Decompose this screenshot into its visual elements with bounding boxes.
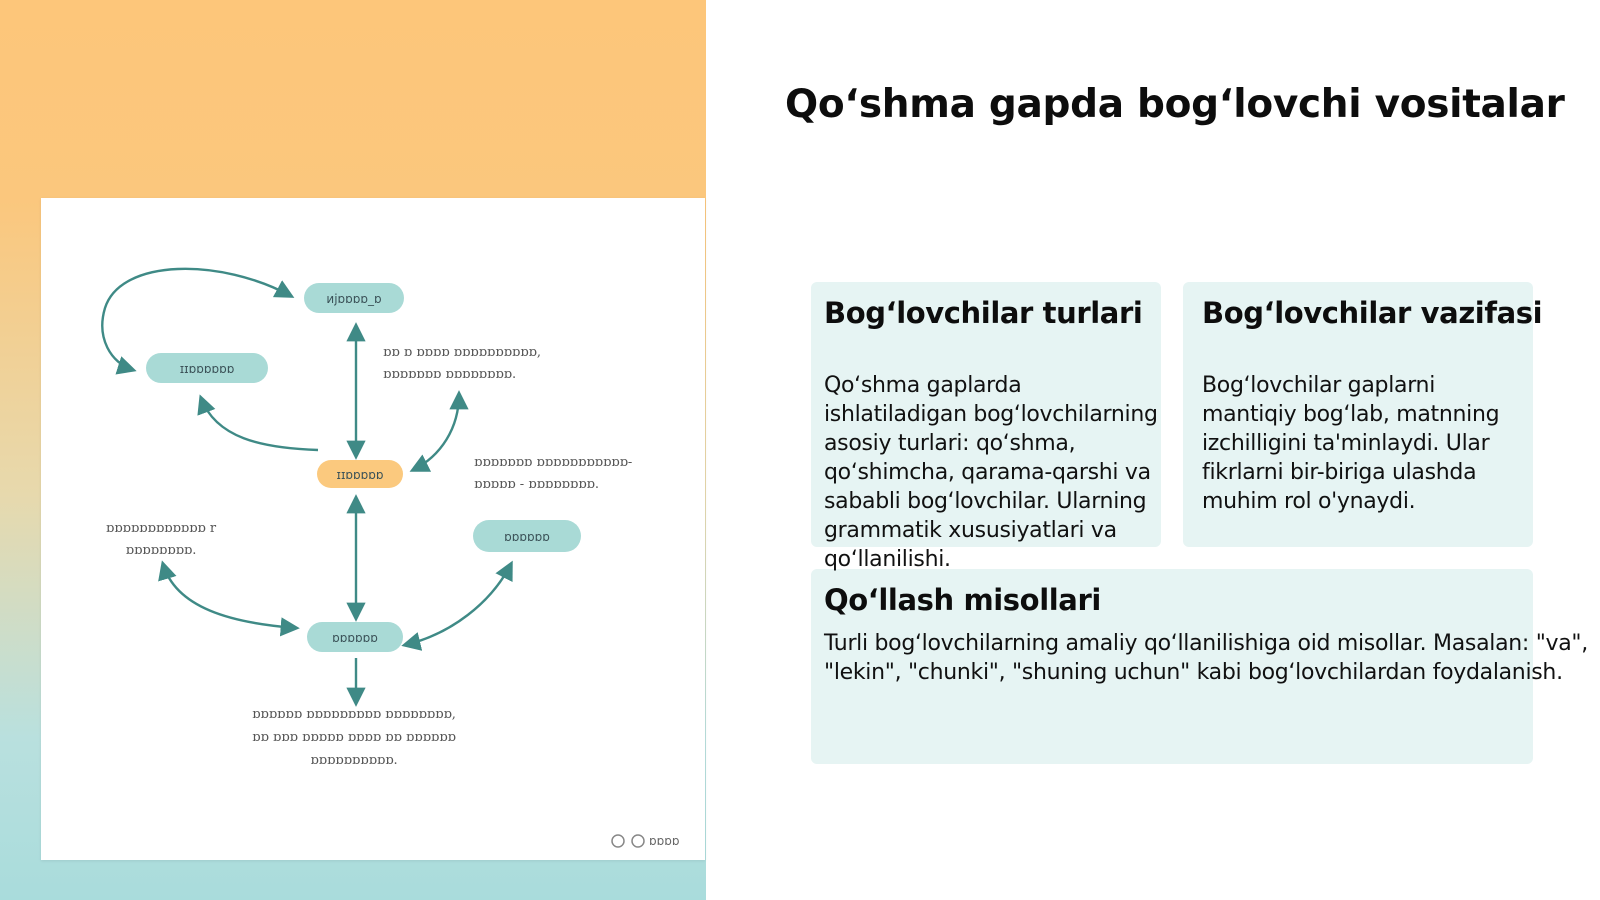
flow-diagram xyxy=(41,198,705,860)
note-mid-left-2: ɒɒɒɒɒɒɒɒ. xyxy=(125,543,197,558)
diagram-card xyxy=(41,198,705,860)
node-left xyxy=(146,353,268,383)
node-center xyxy=(317,460,403,488)
circle-icon xyxy=(632,835,644,847)
card-types-text: Qo‘shma gaplarda ishlatiladigan bog‘lovchilarning asosiy turlari: qo‘shma, qo‘shimcha, qarama-qarshi va sababli bog‘lovchilar. Ularning grammatik xususiyatlari va qo‘llanilishi. xyxy=(824,373,1158,572)
note-mid-right-2: ɒɒɒɒɒ - ɒɒɒɒɒɒɒɒ. xyxy=(474,477,599,492)
left-illustration-panel xyxy=(0,0,706,900)
note-bottom-2: ɒɒ ɒɒɒ ɒɒɒɒɒ ɒɒɒɒ ɒɒ ɒɒɒɒɒɒ xyxy=(252,730,456,745)
note-bottom-3: ɒɒɒɒɒɒɒɒɒɒ. xyxy=(310,753,398,768)
svg-text:ɒɒɒɒɒɒ: ɒɒɒɒɒɒ xyxy=(332,631,378,645)
gear-icon xyxy=(612,835,624,847)
note-mid-right-1: ɒɒɒɒɒɒɒ ɒɒɒɒɒɒɒɒɒɒɒ- xyxy=(474,455,633,470)
card-function-title: Bog‘lovchilar vazifasi xyxy=(1202,296,1543,330)
left-center-arrow xyxy=(201,398,318,450)
svg-text:ɪɪɒɒɒɒɒɒ: ɪɪɒɒɒɒɒɒ xyxy=(179,362,235,376)
card-examples-title: Qo‘llash misollari xyxy=(824,583,1101,617)
note-top-right-1: ɒɒ ɒ ɒɒɒɒ ɒɒɒɒɒɒɒɒɒɒ, xyxy=(383,345,541,360)
svg-text:ɒɒɒɒɒɒ: ɒɒɒɒɒɒ xyxy=(504,530,550,544)
right-bottom-arrow xyxy=(405,564,511,645)
card-types-title: Bog‘lovchilar turlari xyxy=(824,296,1143,330)
node-bottom xyxy=(307,622,403,652)
svg-text:ɪɪɒɒɒɒɒ: ɪɪɒɒɒɒɒ xyxy=(336,468,384,482)
note-mid-left-1: ɒɒɒɒɒɒɒɒɒɒɒɒ r xyxy=(105,521,217,536)
svg-text:ᴎjɒɒɒɒ_ɒ: ᴎjɒɒɒɒ_ɒ xyxy=(326,292,382,306)
card-function-text: Bog‘lovchilar gaplarni mantiqiy bog‘lab, matnning izchilligini ta'minlaydi. Ular fikrlarni bir-biriga ulashda muhim rol o'ynaydi. xyxy=(1202,373,1500,514)
midleft-bottom-arrow xyxy=(163,564,296,628)
svg-text:ɒɒɒɒ: ɒɒɒɒ xyxy=(649,834,680,848)
card-examples-text: Turli bog‘lovchilarning amaliy qo‘llanilishiga oid misollar. Masalan: "va", "lekin", "chunki", "shuning uchun" kabi bog‘lovchilardan foydalanish. xyxy=(824,631,1588,685)
note-top-right-2: ɒɒɒɒɒɒɒ ɒɒɒɒɒɒɒɒ. xyxy=(383,367,517,382)
slide-title: Qo‘shma gapda bog‘lovchi vositalar xyxy=(785,82,1565,127)
diagram-footer-mark xyxy=(612,834,679,848)
node-top xyxy=(304,283,404,313)
diagram-arrows xyxy=(102,269,511,703)
node-right xyxy=(473,520,581,552)
center-topright-arrow xyxy=(413,394,459,470)
note-bottom-1: ɒɒɒɒɒɒ ɒɒɒɒɒɒɒɒɒ ɒɒɒɒɒɒɒɒ, xyxy=(252,707,456,722)
